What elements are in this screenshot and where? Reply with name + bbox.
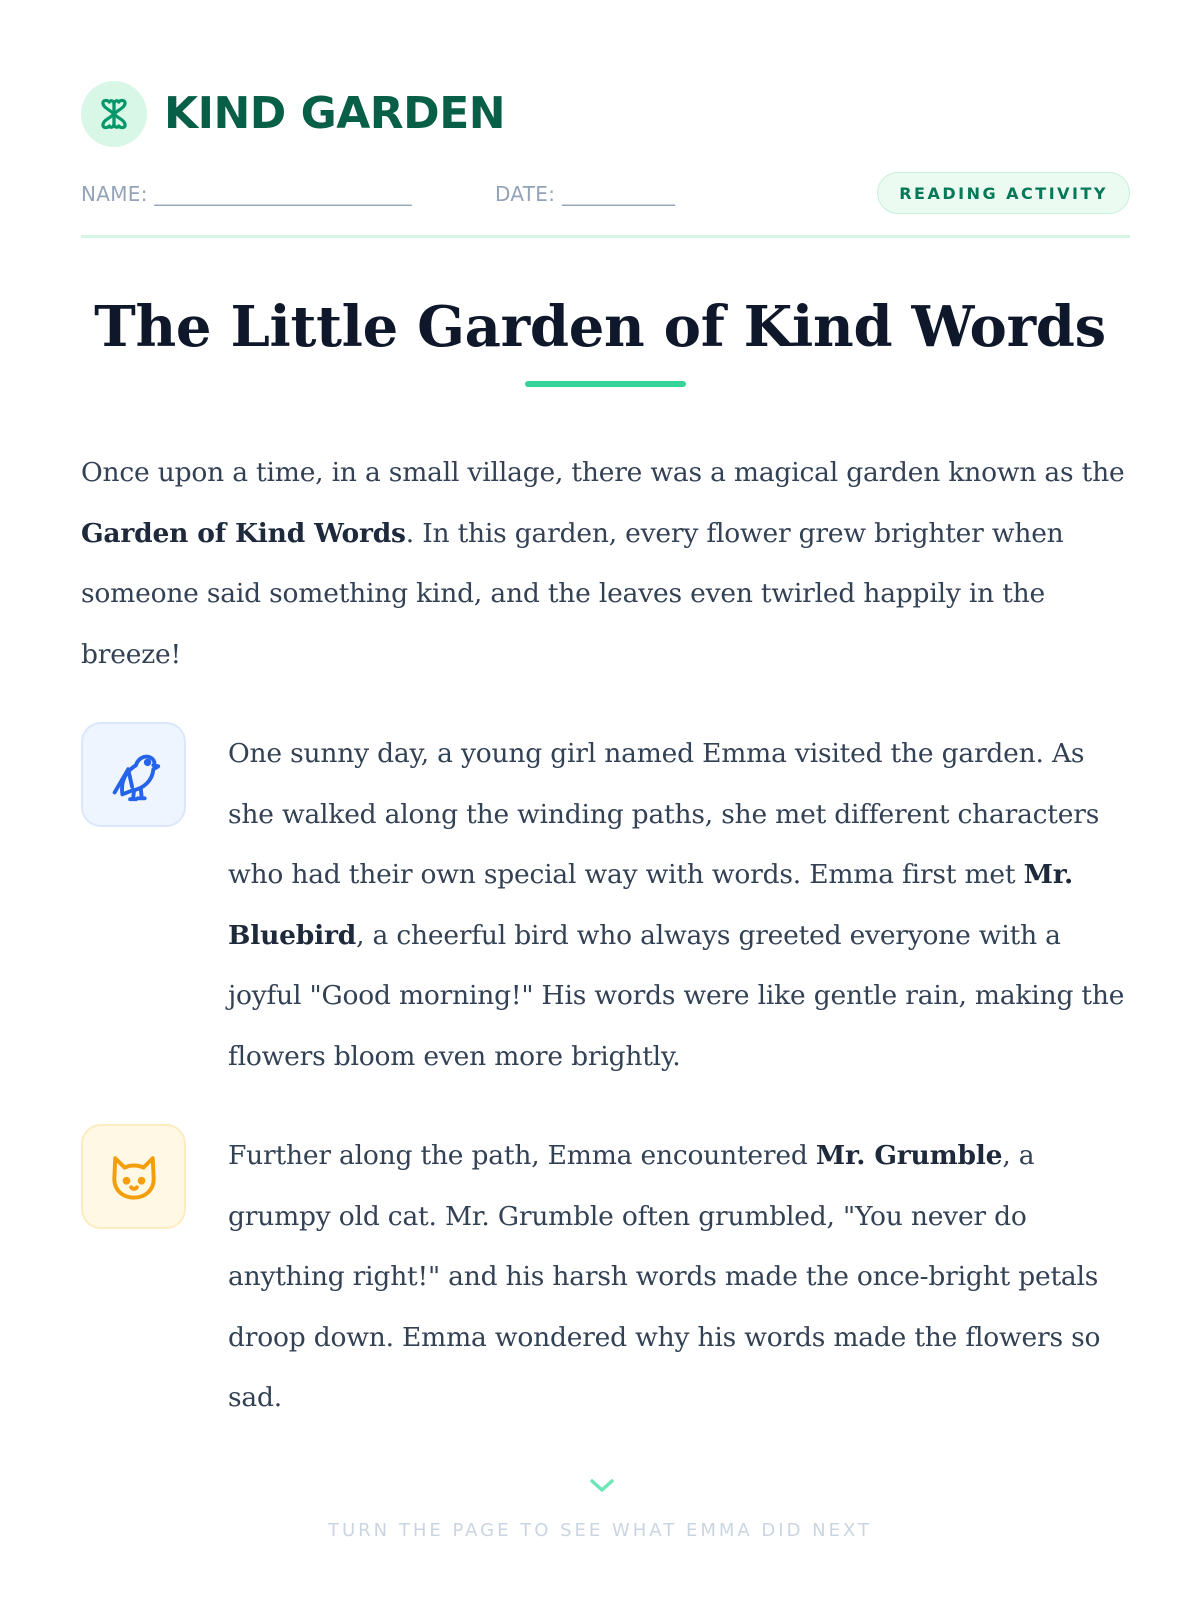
cat-icon <box>81 1124 186 1229</box>
date-field[interactable] <box>495 182 675 206</box>
clover-icon <box>81 81 147 147</box>
intro-text-start: Once upon a time, in a small village, there was a magical garden known as the <box>81 457 1125 488</box>
name-blank[interactable]: _________________________ <box>154 182 412 206</box>
grumble-name: Mr. Grumble <box>815 1140 1003 1171</box>
name-field[interactable] <box>81 182 412 206</box>
brand-name: KIND GARDEN <box>164 88 506 139</box>
date-blank[interactable]: ___________ <box>561 182 676 206</box>
name-label: NAME: <box>81 182 148 206</box>
bluebird-text-end: , a cheerful bird who always greeted everyone with a joyful "Good morning!" His words were like gentle rain, making the flowers bloom even more brightly. <box>228 919 1125 1072</box>
activity-badge: READING ACTIVITY <box>877 172 1130 214</box>
intro-paragraph <box>81 443 1141 685</box>
bird-icon <box>81 722 186 827</box>
date-label: DATE: <box>495 182 556 206</box>
grumble-paragraph <box>228 1126 1138 1429</box>
grumble-text-start: Further along the path, Emma encountered <box>228 1140 816 1171</box>
chevron-down-icon <box>588 1476 616 1496</box>
worksheet-meta <box>81 172 1130 216</box>
bluebird-paragraph <box>228 724 1138 1087</box>
bluebird-text-start: One sunny day, a young girl named Emma visited the garden. As she walked along the winding paths, she met different characters who had their own special way with words. Emma first met <box>228 738 1100 890</box>
intro-text-end: . In this garden, every flower grew brighter when someone said something kind, and the leaves even twirled happily in the breeze! <box>81 517 1064 670</box>
story-title: The Little Garden of Kind Words <box>94 294 1106 360</box>
grumble-text-end: , a grumpy old cat. Mr. Grumble often grumbled, "You never do anything right!" and his harsh words made the once-bright petals droop down. Emma wondered why his words made the flowers so sad. <box>228 1140 1101 1413</box>
bluebird-name: Mr. Bluebird <box>228 859 1074 951</box>
header-divider <box>81 235 1130 238</box>
title-underline <box>525 381 686 387</box>
footer-note: TURN THE PAGE TO SEE WHAT EMMA DID NEXT <box>327 1520 873 1541</box>
brand-header <box>81 81 505 147</box>
garden-name: Garden of Kind Words <box>81 517 406 549</box>
